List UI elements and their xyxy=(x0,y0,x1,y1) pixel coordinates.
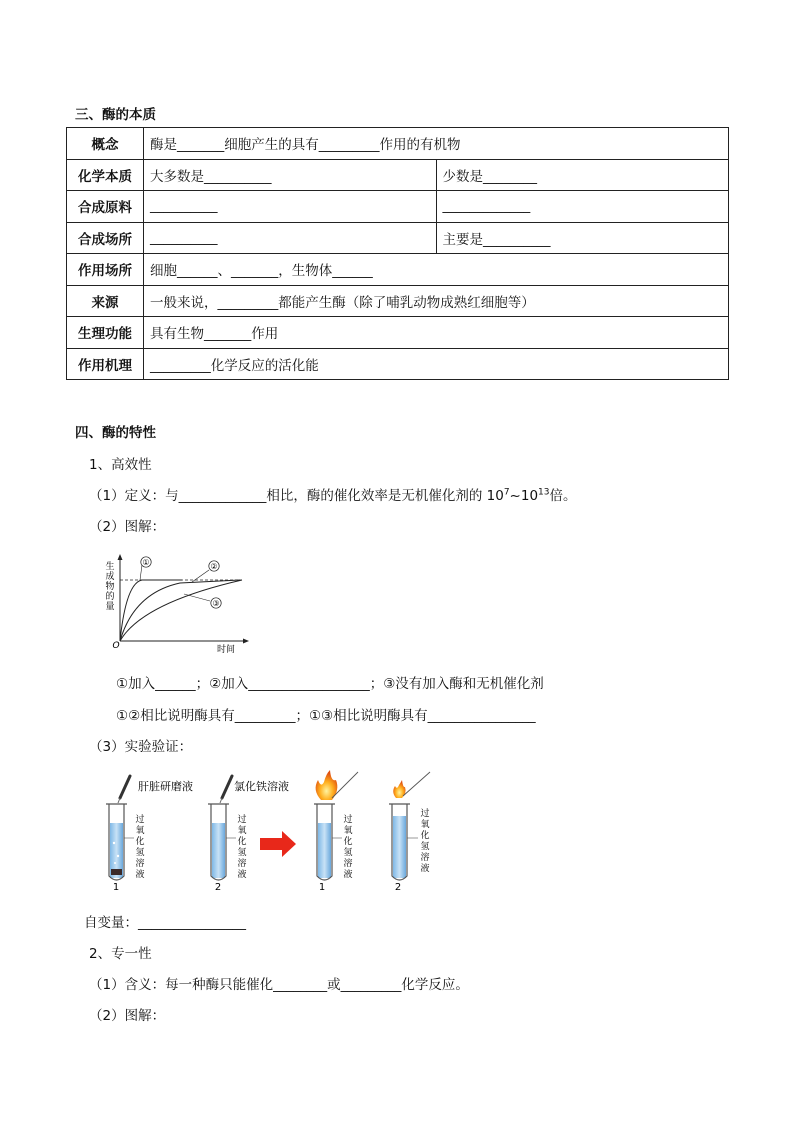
origin-label: O xyxy=(112,641,120,651)
marker-2: ② xyxy=(210,562,218,571)
dropper-2-icon xyxy=(222,776,232,798)
table-row xyxy=(67,317,729,349)
tube-1-number: 1 xyxy=(112,882,120,893)
dropper-2-label: 氯化铁溶液 xyxy=(234,780,289,793)
item-efficiency: 1、高效性 xyxy=(89,457,152,473)
table-row xyxy=(67,191,729,223)
diagram-label: （2）图解： xyxy=(89,519,166,535)
dropper-1-label: 肝脏研磨液 xyxy=(138,780,193,793)
experiment-illustration xyxy=(100,768,445,893)
graph-legend-line: ①加入______；②加入__________________；③没有加入酶和无机催化剂 xyxy=(116,676,544,692)
definition-end: 倍。 xyxy=(549,488,577,504)
tube-1-liquid-label: 过氧化氢溶液 xyxy=(135,815,145,880)
row-cell: 主要是__________ xyxy=(436,222,729,254)
row-label: 作用机理 xyxy=(67,348,144,380)
row-cell: __________ xyxy=(144,191,437,223)
enzyme-nature-table xyxy=(66,127,729,380)
exponent-7: 7 xyxy=(503,487,510,498)
table-row xyxy=(67,159,729,191)
dropper-1-icon xyxy=(120,776,130,798)
row-cell: _________化学反应的活化能 xyxy=(144,348,729,380)
section3-title: 三、酶的本质 xyxy=(75,107,156,123)
x-axis-arrow xyxy=(243,639,249,644)
tube-2-number: 2 xyxy=(214,882,222,893)
independent-variable-line: 自变量：________________ xyxy=(84,915,246,931)
y-axis-label: 生成物的量 xyxy=(105,562,115,612)
table-row xyxy=(67,254,729,286)
marker-1: ① xyxy=(142,558,150,567)
row-label: 合成原料 xyxy=(67,191,144,223)
leader-3 xyxy=(184,594,210,601)
product-time-graph xyxy=(102,553,252,653)
specificity-diagram-label: （2）图解： xyxy=(89,1008,166,1024)
marker-3: ③ xyxy=(212,599,220,608)
row-cell: 少数是________ xyxy=(436,159,729,191)
definition-line xyxy=(89,484,577,504)
curve-2 xyxy=(120,580,240,641)
row-label: 生理功能 xyxy=(67,317,144,349)
tube-4-liquid-label: 过氧化氢溶液 xyxy=(420,809,430,874)
graph-conclusion-line: ①②相比说明酶具有_________；①③相比说明酶具有________________ xyxy=(116,708,536,724)
tube-4-number: 2 xyxy=(394,882,402,893)
test-tube-1-icon xyxy=(106,804,127,880)
row-label: 概念 xyxy=(67,128,144,160)
section4-title: 四、酶的特性 xyxy=(75,425,156,441)
row-cell: 一般来说，_________都能产生酶（除了哺乳动物成熟红细胞等） xyxy=(144,285,729,317)
tube-3-liquid-label: 过氧化氢溶液 xyxy=(343,815,353,880)
row-label: 化学本质 xyxy=(67,159,144,191)
item-specificity: 2、专一性 xyxy=(89,946,152,962)
row-label: 作用场所 xyxy=(67,254,144,286)
row-cell: _____________ xyxy=(436,191,729,223)
table-row xyxy=(67,222,729,254)
row-label: 来源 xyxy=(67,285,144,317)
table-row xyxy=(67,285,729,317)
leader-1 xyxy=(140,565,142,580)
test-tube-3-icon xyxy=(314,804,335,880)
row-label: 合成场所 xyxy=(67,222,144,254)
row-cell: 具有生物_______作用 xyxy=(144,317,729,349)
row-cell: 大多数是__________ xyxy=(144,159,437,191)
tube-2-liquid-label: 过氧化氢溶液 xyxy=(237,815,247,880)
row-cell: __________ xyxy=(144,222,437,254)
experiment-label: （3）实验验证： xyxy=(89,739,193,755)
definition-text: （1）定义：与_____________相比，酶的催化效率是无机催化剂的 10 xyxy=(89,488,504,504)
x-axis-label: 时间 xyxy=(216,645,236,653)
table-row xyxy=(67,348,729,380)
y-axis-arrow xyxy=(118,554,123,560)
tube-3-number: 1 xyxy=(318,882,326,893)
row-cell: 酶是_______细胞产生的具有_________作用的有机物 xyxy=(144,128,729,160)
test-tube-2-icon xyxy=(208,804,229,880)
test-tube-4-icon xyxy=(389,804,410,880)
curve-3 xyxy=(120,580,242,641)
table-row xyxy=(67,128,729,160)
right-arrow-icon xyxy=(260,831,296,857)
row-cell: 细胞______、_______，生物体______ xyxy=(144,254,729,286)
specificity-definition: （1）含义：每一种酶只能催化________或_________化学反应。 xyxy=(89,977,469,993)
definition-range: ~10 xyxy=(509,488,539,504)
curve-1 xyxy=(120,580,182,641)
exponent-13: 13 xyxy=(538,487,550,498)
